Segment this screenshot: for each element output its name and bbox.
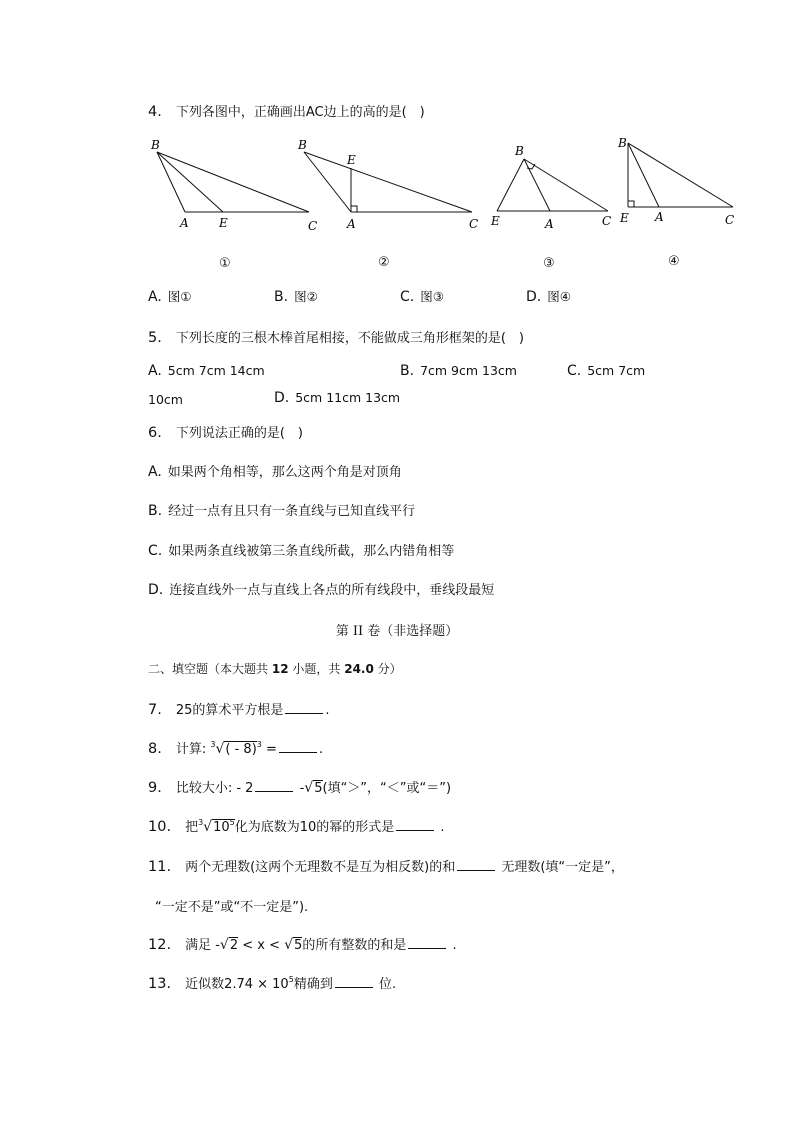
question-13: 13. 近似数$2.74 \times 10^5$精确到 位. bbox=[148, 975, 397, 992]
answer-blank[interactable] bbox=[335, 975, 373, 988]
q4-option-a: A. 图① bbox=[148, 289, 192, 305]
figure-3 bbox=[488, 140, 618, 239]
q4-option-b: B. 图② bbox=[274, 289, 318, 305]
q5-option-d: D. 5cm 11cm 13cm bbox=[274, 390, 401, 406]
question-text: 下列各图中，正确画出AC边上的高的是( ) bbox=[175, 105, 425, 120]
point-label-b: B bbox=[298, 138, 307, 152]
question-number: 4. bbox=[148, 104, 162, 120]
question-7: 7. 25的算术平方根是 . bbox=[148, 702, 330, 718]
question-10: 10. 把$^3√10^5$化为底数为10的幂的形式是 . bbox=[148, 818, 445, 835]
question-11: 11. 两个无理数(这两个无理数不是互为相反数)的和 无理数(填“一定是”， bbox=[148, 859, 624, 875]
point-label-a: A bbox=[347, 217, 356, 231]
question-8: 8. 计算: $^3$√( - 8)$^3$ = . bbox=[148, 740, 324, 757]
point-label-a: A bbox=[545, 217, 554, 231]
question-11-cont: “一定不是”或“不一定是”). bbox=[155, 900, 309, 915]
answer-blank[interactable] bbox=[279, 740, 317, 753]
q5-option-b: B. 7cm 9cm 13cm bbox=[400, 363, 517, 379]
q5-option-c-cont: 10cm bbox=[148, 392, 183, 407]
q6-option-b: B. 经过一点有且只有一条直线与已知直线平行 bbox=[148, 503, 416, 519]
point-label-a: A bbox=[655, 210, 664, 224]
point-label-e: E bbox=[219, 216, 228, 230]
figure-2-label: ② bbox=[378, 255, 390, 270]
answer-blank[interactable] bbox=[255, 779, 293, 792]
q6-option-d: D. 连接直线外一点与直线上各点的所有线段中，垂线段最短 bbox=[148, 582, 495, 598]
q4-option-c: C. 图③ bbox=[400, 289, 444, 305]
point-label-b: B bbox=[515, 144, 524, 158]
point-label-c: C bbox=[725, 213, 735, 227]
point-label-c: C bbox=[602, 214, 612, 228]
answer-blank[interactable] bbox=[408, 936, 446, 949]
question-4 bbox=[148, 101, 425, 120]
point-label-b: B bbox=[618, 136, 627, 150]
question-12: 12. 满足 -√2 < x < √5的所有整数的和是 . bbox=[148, 937, 457, 953]
section-title: 第 II 卷（非选择题） bbox=[335, 624, 459, 639]
figure-3-label: ③ bbox=[543, 256, 555, 271]
point-label-c: C bbox=[308, 219, 318, 233]
q5-option-a: A. 5cm 7cm 14cm bbox=[148, 363, 265, 379]
q6-option-c: C. 如果两条直线被第三条直线所截，那么内错角相等 bbox=[148, 543, 455, 559]
answer-blank[interactable] bbox=[457, 858, 495, 871]
q4-option-d: D. 图④ bbox=[526, 289, 571, 305]
q6-option-a: A. 如果两个角相等，那么这两个角是对顶角 bbox=[148, 464, 402, 480]
answer-blank[interactable] bbox=[396, 818, 434, 831]
question-6: 6. 下列说法正确的是( ) bbox=[148, 425, 303, 441]
question-text: 下列说法正确的是( ) bbox=[175, 426, 303, 441]
figure-2 bbox=[290, 135, 490, 239]
point-label-c: C bbox=[469, 217, 479, 231]
point-label-e: E bbox=[347, 153, 356, 167]
point-label-a: A bbox=[180, 216, 189, 230]
figure-4-label: ④ bbox=[668, 254, 680, 269]
question-5: 5. 下列长度的三根木棒首尾相接，不能做成三角形框架的是( ) bbox=[148, 330, 524, 346]
question-9: 9. 比较大小: - 2 -√5(填“＞”，“＜”或“＝”) bbox=[148, 780, 452, 796]
section-subtitle: 二、填空题（本大题共 12 小题，共 24.0 分） bbox=[148, 662, 402, 676]
question-text: 下列长度的三根木棒首尾相接，不能做成三角形框架的是( ) bbox=[175, 331, 524, 346]
figure-1-label: ① bbox=[219, 256, 231, 271]
q5-option-c: C. 5cm 7cm bbox=[567, 363, 646, 379]
figure-4 bbox=[615, 132, 740, 231]
answer-blank[interactable] bbox=[285, 701, 323, 714]
point-label-e: E bbox=[491, 214, 500, 228]
point-label-e: E bbox=[620, 211, 629, 225]
point-label-b: B bbox=[151, 138, 160, 152]
